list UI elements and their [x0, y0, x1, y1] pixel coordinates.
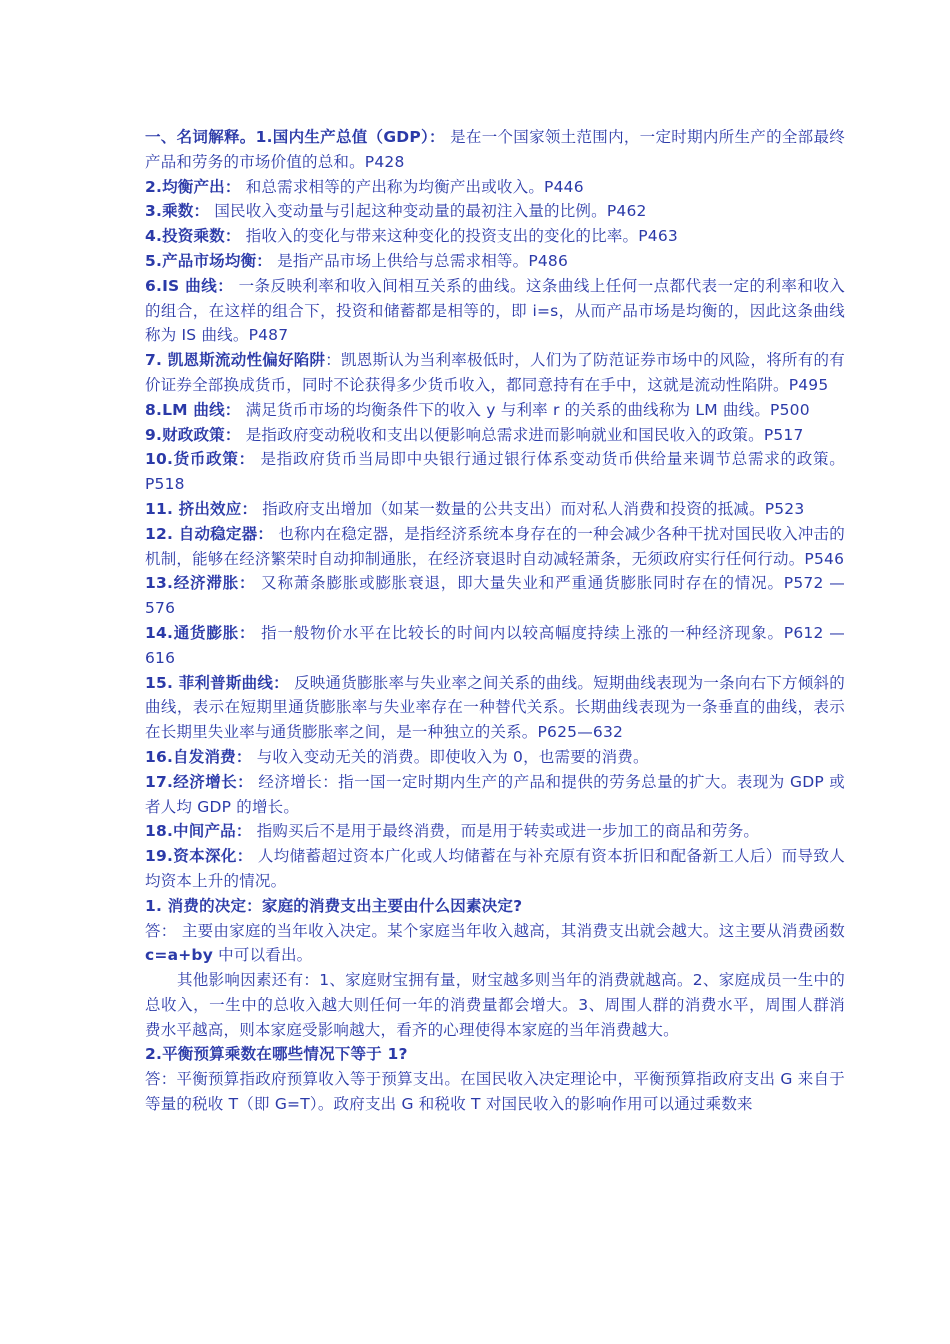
term-entry — [145, 423, 845, 448]
answer-paragraph: 其他影响因素还有：1、家庭财宝拥有量，财宝越多则当年的消费就越高。2、家庭成员一生中的总收入，一生中的总收入越大则任何一年的消费量都会增大。3、周围人群的消费水平，周围人群消费水平越高，则本家庭受影响越大，看齐的心理使得本家庭的当年消费越大。 — [145, 971, 845, 1039]
term-label: 18.中间产品： — [145, 822, 252, 841]
answer-text: 主要由家庭的当年收入决定。某个家庭当年收入越高，其消费支出就会越大。这主要从消费函数 — [181, 921, 846, 940]
term-definition: 指政府支出增加（如某一数量的公共支出）而对私人消费和投资的抵减。P523 — [262, 499, 805, 518]
term-entry — [145, 671, 845, 745]
answer-tail: 中可以看出。 — [218, 946, 313, 965]
term-entry — [145, 497, 845, 522]
answer-text: 平衡预算指政府预算收入等于预算支出。在国民收入决定理论中，平衡预算指政府支出 G 来自于等量的税收 T（即 G=T）。政府支出 G 和税收 T 对国民收入的影响作用可以通过乘数来 — [145, 1070, 845, 1114]
term-label: 19.资本深化： — [145, 847, 253, 866]
term-entry — [145, 844, 845, 894]
term-entry — [145, 819, 845, 844]
term-definition: 和总需求相等的产出称为均衡产出或收入。P446 — [245, 177, 584, 196]
term-label: 13.经济滞胀： — [145, 574, 256, 593]
term-label: 12. 自动稳定器： — [145, 524, 274, 543]
term-definition: 反映通货膨胀率与失业率之间关系的曲线。短期曲线表现为一条向右下方倾斜的曲线，表示在短期里通货膨胀率与失业率存在一种替代关系。长期曲线表现为一条垂直的曲线，表示在长期里失业率与通货膨胀率之间，是一种独立的关系。P625—632 — [145, 673, 845, 742]
term-label: 14.通货膨胀： — [145, 623, 256, 642]
term-definition: 是在一个国家领土范围内，一定时期内所生产的全部最终产品和劳务的市场价值的总和。P428 — [145, 128, 845, 171]
term-label: 1.国内生产总值（GDP）： — [255, 128, 445, 146]
term-label: 7. 凯恩斯流动性偏好陷阱 — [145, 351, 326, 370]
term-definition: 一条反映利率和收入间相互关系的曲线。这条曲线上任何一点都代表一定的利率和收入的组合，在这样的组合下，投资和储蓄都是相等的，即 i=s，从而产品市场是均衡的，因此这条曲线称为 IS 曲线。P487 — [145, 276, 845, 345]
term-label: 11. 挤出效应： — [145, 499, 258, 518]
term-definition: 指收入的变化与带来这种变化的投资支出的变化的比率。P463 — [245, 227, 678, 246]
term-definition: 满足货币市场的均衡条件下的收入 y 与利率 r 的关系的曲线称为 LM 曲线。P500 — [245, 400, 810, 419]
term-label: 2.均衡产出： — [145, 177, 241, 196]
term-entry — [145, 199, 845, 224]
term-entry — [145, 522, 845, 572]
term-entry — [145, 224, 845, 249]
term-definition: ：凯恩斯认为当利率极低时，人们为了防范证券市场中的风险，将所有的有价证券全部换成货币，同时不论获得多少货币收入，都同意持有在手中，这就是流动性陷阱。P495 — [145, 351, 846, 394]
term-entry — [145, 770, 845, 820]
term-definition: 国民收入变动量与引起这种变动量的最初注入量的比例。P462 — [214, 202, 647, 221]
term-entry — [145, 398, 845, 423]
term-entry — [145, 125, 845, 175]
term-label: 15. 菲利普斯曲线： — [145, 673, 289, 692]
term-definition: 也称内在稳定器，是指经济系统本身存在的一种会减少各种干扰对国民收入冲击的机制，能够在经济繁荣时自动抑制通胀，在经济衰退时自动减轻萧条，无须政府实行任何行动。P546 — [145, 524, 845, 568]
term-label: 9.财政政策： — [145, 425, 241, 444]
question-heading: 1. 消费的决定：家庭的消费支出主要由什么因素决定? — [145, 896, 523, 915]
document-body — [145, 125, 845, 1117]
term-label: 5.产品市场均衡： — [145, 251, 272, 270]
formula: c=a+by — [145, 946, 214, 965]
term-entry — [145, 571, 845, 621]
question-heading: 2.平衡预算乘数在哪些情况下等于 1? — [145, 1045, 408, 1064]
term-label: 10.货币政策： — [145, 450, 255, 469]
term-entry — [145, 274, 845, 348]
term-definition: 是指产品市场上供给与总需求相等。P486 — [277, 251, 569, 270]
term-definition: 指购买后不是用于最终消费，而是用于转卖或进一步加工的商品和劳务。 — [256, 822, 760, 841]
term-definition: 是指政府货币当局即中央银行通过银行体系变动货币供给量来调节总需求的政策。P518 — [145, 450, 845, 494]
term-definition: 经济增长：指一国一定时期内生产的产品和提供的劳务总量的扩大。表现为 GDP 或者人均 GDP 的增长。 — [145, 772, 845, 816]
answer-prefix: 答： — [145, 921, 177, 940]
section-title: 一、名词解释。 — [145, 128, 256, 146]
term-entry — [145, 621, 845, 671]
term-entry — [145, 745, 845, 770]
term-entry — [145, 249, 845, 274]
term-label: 16.自发消费： — [145, 747, 252, 766]
term-label: 4.投资乘数： — [145, 227, 241, 246]
answer-paragraph — [145, 919, 845, 969]
term-label: 8.LM 曲线： — [145, 400, 241, 419]
term-entry — [145, 447, 845, 497]
term-label: 6.IS 曲线： — [145, 276, 234, 295]
term-definition: 人均储蓄超过资本广化或人均储蓄在与补充原有资本折旧和配备新工人后）而导致人均资本上升的情况。 — [145, 847, 845, 890]
term-label: 3.乘数： — [145, 202, 210, 221]
answer-paragraph — [145, 1067, 845, 1117]
term-definition: 与收入变动无关的消费。即使收入为 0，也需要的消费。 — [256, 747, 649, 766]
term-label: 17.经济增长： — [145, 772, 254, 791]
answer-prefix: 答： — [145, 1070, 177, 1089]
term-entry — [145, 348, 845, 398]
term-definition: 又称萧条膨胀或膨胀衰退，即大量失业和严重通货膨胀同时存在的情况。P572 — 576 — [145, 574, 845, 618]
term-entry — [145, 175, 845, 200]
term-definition: 指一般物价水平在比较长的时间内以较高幅度持续上涨的一种经济现象。P612 — 616 — [145, 623, 845, 667]
term-definition: 是指政府变动税收和支出以便影响总需求进而影响就业和国民收入的政策。P517 — [245, 425, 804, 444]
